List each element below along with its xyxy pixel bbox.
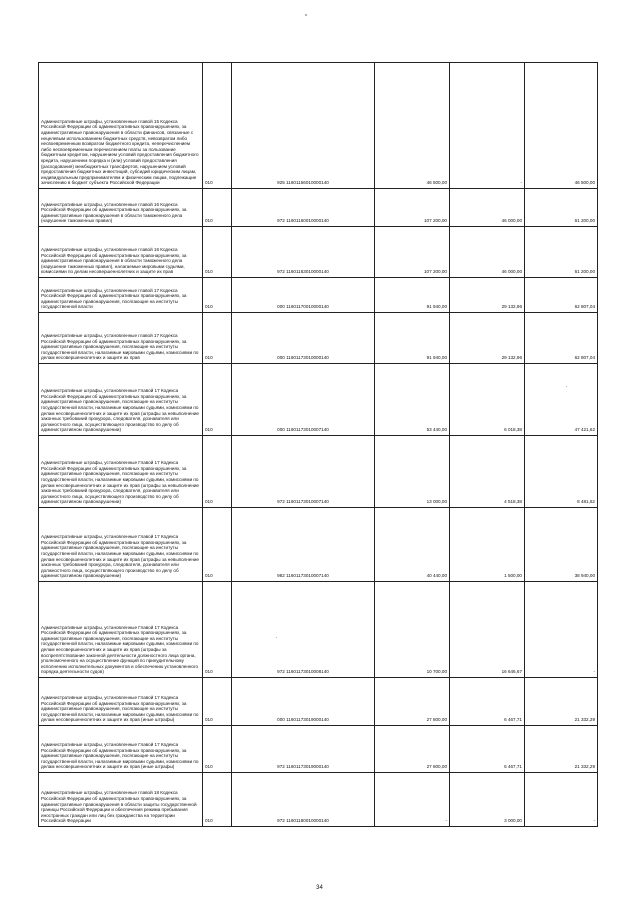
row-name-cell: Административные штрафы, установленные Главой 17 Кодекса Российской Федерации об административных правонарушениях, за административные правонарушения, посягающие на институты государственной власти, налагаемые мировыми судьями, комиссиями по делам несовершеннолетних и защите их прав (штрафы за невыполнение законных требований прокурора, следователя, дознавателя или должностного лица, осуществляющего производство по делу об административном правонарушении) — [39, 508, 203, 582]
row-line-code-cell: 010 — [203, 773, 232, 827]
row-name-cell: Административные штрафы, установленные главой 16 Кодекса Российской Федерации об административных правонарушениях, за административные правонарушения в области таможенного дела (нарушение таможенных правил), налагаемые мировыми судьями, комиссиями по делам несовершеннолетних и защите их прав — [39, 227, 203, 278]
row-approved-cell: 91 940,00 — [375, 313, 450, 364]
row-budget-code-cell: 982 11601173010007140 — [232, 508, 375, 582]
page-number: 34 — [316, 885, 323, 891]
row-remaining-cell: - — [525, 773, 598, 827]
row-name-cell: Административные штрафы, установленные Главой 17 Кодекса Российской Федерации об административных правонарушениях, за административные правонарушения, посягающие на институты государственной власти, налагаемые мировыми судьями, комиссиями по делам несовершеннолетних и защите их прав (штрафы за воспрепятствование законной деятельности должностного лица органа, уполномоченного на осуществление функций по принудительному исполнению исполнительных документов и обеспечению установленного порядка деятельности судов) — [39, 582, 203, 678]
row-budget-code-cell: 000 11601173010000140 — [232, 313, 375, 364]
row-executed-cell: 4 518,38 — [450, 436, 525, 508]
row-remaining-cell: 47 421,62 — [525, 364, 598, 436]
row-budget-code-cell: 972 11601173010008140 — [232, 582, 375, 678]
row-remaining-cell: - — [525, 582, 598, 678]
row-approved-cell: 107 200,00 — [375, 189, 450, 227]
row-line-code-cell: 010 — [203, 726, 232, 773]
row-budget-code-cell: 972 11601173019000140 — [232, 726, 375, 773]
table-row — [39, 313, 598, 364]
row-line-code-cell: 010 — [203, 63, 232, 189]
scan-speck — [276, 637, 277, 638]
row-budget-code-cell: 925 11601156010000140 — [232, 63, 375, 189]
row-name-cell: Административные штрафы, установленные главой 18 Кодекса Российской Федерации об административных правонарушениях, за административные правонарушения в области защиты государственной границы Российской Федерации и обеспечения режима пребывания иностранных граждан или лиц без гражданства на территории Российской Федерации — [39, 773, 203, 827]
row-executed-cell: 46 000,00 — [450, 227, 525, 278]
table-row — [39, 227, 598, 278]
row-executed-cell: 3 000,00 — [450, 773, 525, 827]
row-executed-cell: 16 646,67 — [450, 582, 525, 678]
row-executed-cell: 1 500,00 — [450, 508, 525, 582]
row-remaining-cell: 46 500,00 — [525, 63, 598, 189]
table-row — [39, 189, 598, 227]
row-executed-cell: - — [450, 63, 525, 189]
row-name-cell: Административные штрафы, установленные главой 16 Кодекса Российской Федерации об административных правонарушениях, за административные правонарушения в области таможенного дела (нарушение таможенных правил) — [39, 189, 203, 227]
table-row — [39, 726, 598, 773]
row-line-code-cell: 010 — [203, 508, 232, 582]
row-approved-cell: 107 200,00 — [375, 227, 450, 278]
table-row — [39, 508, 598, 582]
row-budget-code-cell: 972 11601173010007140 — [232, 436, 375, 508]
row-executed-cell: 6 018,38 — [450, 364, 525, 436]
row-remaining-cell: 8 481,62 — [525, 436, 598, 508]
scan-speck — [566, 386, 567, 387]
row-budget-code-cell: 972 11601160010000140 — [232, 189, 375, 227]
row-remaining-cell: 62 807,04 — [525, 278, 598, 313]
row-name-cell: Административные штрафы, установленные Главой 17 Кодекса Российской Федерации об административных правонарушениях, за административные правонарушения, посягающие на институты государственной власти, налагаемые мировыми судьями, комиссиями по делам несовершеннолетних и защите их прав (иные штрафы) — [39, 726, 203, 773]
row-executed-cell: 6 467,71 — [450, 678, 525, 726]
row-approved-cell: 40 440,00 — [375, 508, 450, 582]
row-remaining-cell: 38 940,00 — [525, 508, 598, 582]
row-budget-code-cell: 972 11601163010000140 — [232, 227, 375, 278]
row-name-cell: Административные штрафы, установленные главой 17 Кодекса Российской Федерации об административных правонарушениях, за административные правонарушения, посягающие на институты государственной власти — [39, 278, 203, 313]
row-approved-cell: 13 000,00 — [375, 436, 450, 508]
table-row — [39, 582, 598, 678]
row-name-cell: Административные штрафы, установленные главой 15 Кодекса Российской Федерации об административных правонарушениях, за административные правонарушения в области финансов, связанные с нецелевым использованием бюджетных средств, невозвратом либо несвоевременным возвратом бюджетного кредита, неперечислением либо несвоевременным перечислением платы за пользование бюджетным кредитом, нарушением условий предоставления бюджетного кредита, нарушением порядка и (или) условий предоставления (расходования) межбюджетных трансфертов, нарушением условий предоставления бюджетных инвестиций, субсидий юридическим лицам, индивидуальным предпринимателям и физическим лицам, подлежащие зачислению в бюджет субъекта Российской Федерации — [39, 63, 203, 189]
row-budget-code-cell: 000 11601173019000140 — [232, 678, 375, 726]
row-line-code-cell: 010 — [203, 313, 232, 364]
row-approved-cell: 53 440,00 — [375, 364, 450, 436]
row-line-code-cell: 010 — [203, 278, 232, 313]
row-executed-cell: 29 132,96 — [450, 313, 525, 364]
row-remaining-cell: 61 200,00 — [525, 189, 598, 227]
row-approved-cell: 91 940,00 — [375, 278, 450, 313]
scan-speck — [305, 14, 307, 16]
row-line-code-cell: 010 — [203, 678, 232, 726]
row-executed-cell: 29 132,96 — [450, 278, 525, 313]
row-name-cell: Административные штрафы, установленные Главой 17 Кодекса Российской Федерации об административных правонарушениях, за административные правонарушения, посягающие на институты государственной власти, налагаемые мировыми судьями, комиссиями по делам несовершеннолетних и защите их прав (штрафы за невыполнение законных требований прокурора, следователя, дознавателя или должностного лица, осуществляющего производство по делу об административном правонарушении) — [39, 436, 203, 508]
table-row — [39, 63, 598, 189]
row-remaining-cell: 62 807,04 — [525, 313, 598, 364]
table-row — [39, 773, 598, 827]
row-remaining-cell: 61 200,00 — [525, 227, 598, 278]
row-line-code-cell: 010 — [203, 582, 232, 678]
row-budget-code-cell: 000 11601170010000140 — [232, 278, 375, 313]
row-approved-cell: 27 800,00 — [375, 726, 450, 773]
row-approved-cell: 10 700,00 — [375, 582, 450, 678]
row-budget-code-cell: 972 11601180010000140 — [232, 773, 375, 827]
table-body — [39, 63, 598, 827]
row-approved-cell: 27 800,00 — [375, 678, 450, 726]
row-remaining-cell: 21 332,29 — [525, 678, 598, 726]
row-line-code-cell: 010 — [203, 436, 232, 508]
row-name-cell: Административные штрафы, установленные Главой 17 Кодекса Российской Федерации об административных правонарушениях, за административные правонарушения, посягающие на институты государственной власти, налагаемые мировыми судьями, комиссиями по делам несовершеннолетних и защите их прав (штрафы за невыполнение законных требований прокурора, следователя, дознавателя или должностного лица, осуществляющего производство по делу об административном правонарушении) — [39, 364, 203, 436]
row-executed-cell: 6 467,71 — [450, 726, 525, 773]
row-budget-code-cell: 000 11601173010007140 — [232, 364, 375, 436]
table-row — [39, 364, 598, 436]
table-row — [39, 436, 598, 508]
row-approved-cell: - — [375, 773, 450, 827]
table-row — [39, 278, 598, 313]
row-line-code-cell: 010 — [203, 364, 232, 436]
row-line-code-cell: 010 — [203, 189, 232, 227]
row-name-cell: Административные штрафы, установленные главой 17 Кодекса Российской Федерации об административных правонарушениях, за административные правонарушения, посягающие на институты государственной власти, налагаемые мировыми судьями, комиссиями по делам несовершеннолетних и защите их прав — [39, 313, 203, 364]
row-remaining-cell: 21 332,29 — [525, 726, 598, 773]
row-line-code-cell: 010 — [203, 227, 232, 278]
row-executed-cell: 46 000,00 — [450, 189, 525, 227]
row-approved-cell: 46 500,00 — [375, 63, 450, 189]
row-name-cell: Административные штрафы, установленные Главой 17 Кодекса Российской Федерации об административных правонарушениях, за административные правонарушения, посягающие на институты государственной власти, налагаемые мировыми судьями, комиссиями по делам несовершеннолетних и защите их прав (иные штрафы) — [39, 678, 203, 726]
table-row — [39, 678, 598, 726]
budget-revenue-table — [38, 62, 598, 827]
